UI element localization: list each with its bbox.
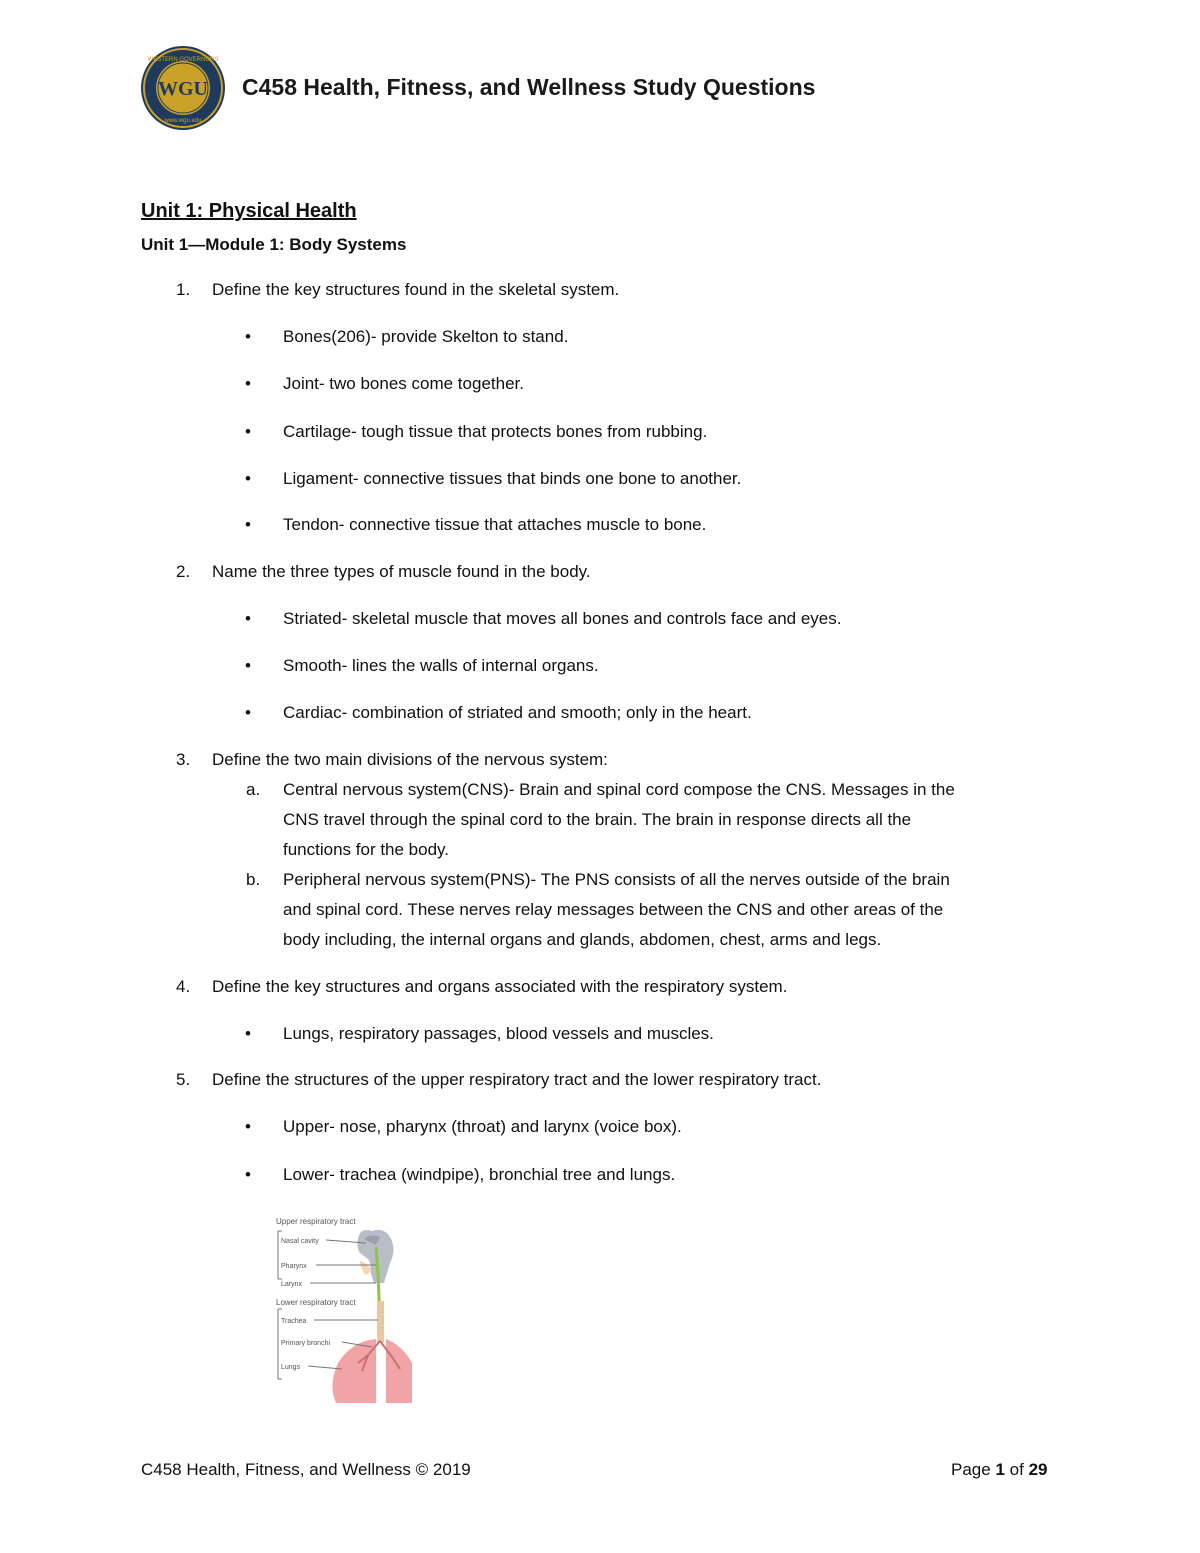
bullet-item: Bones(206)- provide Skelton to stand. [283, 327, 569, 346]
question-number: 1. [176, 280, 191, 299]
figure-lower-label: Lower respiratory tract [276, 1298, 356, 1307]
bullet-item: Ligament- connective tissues that binds one bone to another. [283, 469, 742, 488]
sub-item-line: functions for the body. [283, 840, 450, 859]
sub-item-line: Central nervous system(CNS)- Brain and spinal cord compose the CNS. Messages in the [283, 780, 955, 799]
module-heading: Unit 1—Module 1: Body Systems [141, 235, 407, 254]
bullet-icon: • [245, 515, 251, 534]
figure-label: Trachea [281, 1318, 307, 1325]
unit-heading: Unit 1: Physical Health [141, 200, 357, 222]
sub-item-line: CNS travel through the spinal cord to the brain. The brain in response directs all the [283, 810, 912, 829]
bullet-icon: • [245, 1117, 251, 1136]
bullet-icon: • [245, 703, 251, 722]
svg-text:www.wgu.edu: www.wgu.edu [164, 118, 202, 124]
question-text: Define the key structures found in the skeletal system. [212, 280, 620, 299]
sub-item-line: body including, the internal organs and glands, abdomen, chest, arms and legs. [283, 930, 882, 949]
figure-label: Nasal cavity [281, 1238, 319, 1245]
svg-text:WESTERN GOVERNORS: WESTERN GOVERNORS [147, 57, 219, 63]
bullet-icon: • [245, 609, 251, 628]
bullet-item: Cartilage- tough tissue that protects bones from rubbing. [283, 422, 708, 441]
sub-item-letter: b. [246, 870, 261, 889]
question-number: 5. [176, 1070, 191, 1089]
page-current: 1 [995, 1460, 1005, 1479]
bullet-icon: • [245, 327, 251, 346]
footer-page-number [951, 1460, 1047, 1480]
bullet-icon: • [245, 469, 251, 488]
svg-text:WGU: WGU [158, 78, 208, 100]
page-word: Page [951, 1460, 991, 1479]
bullet-item: Upper- nose, pharynx (throat) and larynx (voice box). [283, 1117, 682, 1136]
question-text: Name the three types of muscle found in the body. [212, 562, 591, 581]
page-total: 29 [1028, 1460, 1048, 1479]
figure-label: Primary bronchi [281, 1340, 331, 1347]
university-seal-logo [140, 45, 226, 131]
question-number: 3. [176, 750, 191, 769]
footer-copyright: C458 Health, Fitness, and Wellness © 2019 [141, 1460, 471, 1479]
document-title: C458 Health, Fitness, and Wellness Study Questions [242, 74, 816, 100]
of-word: of [1009, 1460, 1024, 1479]
question-text: Define the two main divisions of the nervous system: [212, 750, 608, 769]
bullet-item: Smooth- lines the walls of internal organs. [283, 656, 599, 675]
bullet-icon: • [245, 656, 251, 675]
bullet-item: Tendon- connective tissue that attaches muscle to bone. [283, 515, 707, 534]
figure-label: Pharynx [281, 1263, 307, 1270]
question-text: Define the key structures and organs associated with the respiratory system. [212, 977, 788, 996]
question-text: Define the structures of the upper respiratory tract and the lower respiratory tract. [212, 1070, 822, 1089]
figure-label: Lungs [281, 1364, 301, 1371]
figure-upper-label: Upper respiratory tract [276, 1217, 356, 1226]
sub-item-line: and spinal cord. These nerves relay messages between the CNS and other areas of the [283, 900, 944, 919]
bullet-icon: • [245, 1165, 251, 1184]
bullet-item: Cardiac- combination of striated and smooth; only in the heart. [283, 703, 752, 722]
bullet-item: Lower- trachea (windpipe), bronchial tree and lungs. [283, 1165, 676, 1184]
bullet-icon: • [245, 1024, 251, 1043]
bullet-item: Striated- skeletal muscle that moves all bones and controls face and eyes. [283, 609, 842, 628]
sub-item-letter: a. [246, 780, 261, 799]
question-number: 2. [176, 562, 191, 581]
bullet-item: Lungs, respiratory passages, blood vessels and muscles. [283, 1024, 714, 1043]
figure-label: Larynx [281, 1281, 303, 1288]
sub-item-line: Peripheral nervous system(PNS)- The PNS consists of all the nerves outside of the brain [283, 870, 950, 889]
bullet-icon: • [245, 374, 251, 393]
bullet-item: Joint- two bones come together. [283, 374, 524, 393]
respiratory-tract-diagram [272, 1213, 417, 1408]
question-number: 4. [176, 977, 191, 996]
bullet-icon: • [245, 422, 251, 441]
